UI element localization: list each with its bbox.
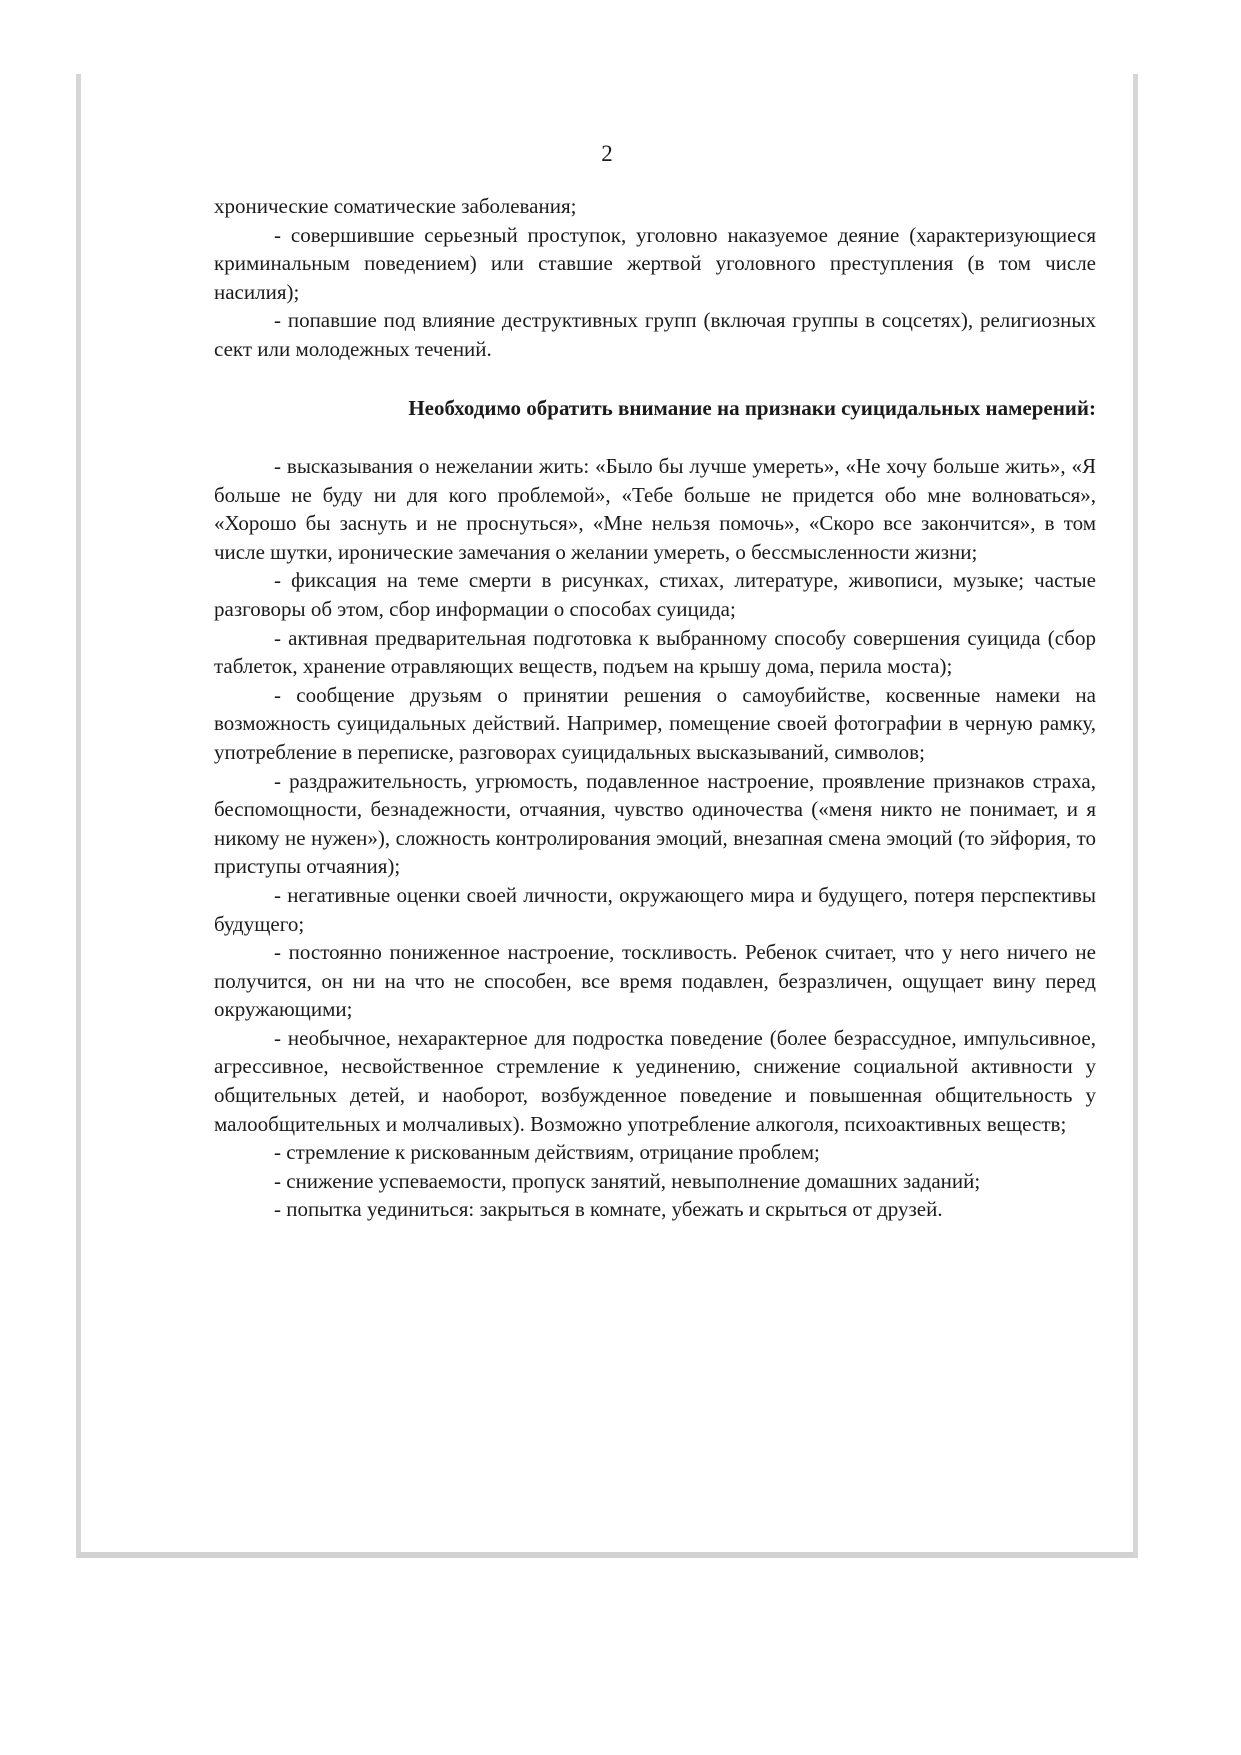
section-heading: Необходимо обратить внимание на признаки суицидальных намерений: bbox=[408, 396, 1096, 420]
intro-text-block bbox=[214, 192, 1096, 364]
paragraph: хронические соматические заболевания; bbox=[214, 194, 577, 218]
list-item: - необычное, нехарактерное для подростка поведение (более безрассудное, импульсивное, агрессивное, несвойственное стремление к уединению, снижение социальной активности у общительных детей, и наоборот, возбужденное поведение и повышенная общительность у малообщительных и молчаливых). Возможно употребление алкоголя, психоактивных веществ; bbox=[214, 1025, 1096, 1136]
list-item: - стремление к рискованным действиям, отрицание проблем; bbox=[274, 1140, 820, 1165]
page-number: 2 bbox=[601, 141, 613, 166]
list-item: - негативные оценки своей личности, окружающего мира и будущего, потеря перспективы будущего; bbox=[214, 882, 1096, 936]
list-item: - попытка уединиться: закрыться в комнате, убежать и скрыться от друзей. bbox=[274, 1197, 943, 1222]
list-item: - снижение успеваемости, пропуск занятий, невыполнение домашних заданий; bbox=[274, 1168, 981, 1193]
list-item: - фиксация на теме смерти в рисунках, стихах, литературе, живописи, музыке; частые разговоры об этом, сбор информации о способах суицида; bbox=[214, 568, 1096, 621]
list-item: - сообщение друзьям о принятии решения о самоубийстве, косвенные намеки на возможность суицидальных действий. Например, помещение своей фотографии в черную рамку, употребление в переписке, разговорах суицидальных высказываний, символов; bbox=[214, 682, 1096, 764]
list-item: - раздражительность, угрюмость, подавленное настроение, проявление признаков страха, беспомощности, безнадежности, отчаяния, чувство одиночества («меня никто не понимает, и я никому не нужен»), сложность контролирования эмоций, внезапная смена эмоций (то эйфория, то приступы отчаяния); bbox=[214, 768, 1096, 879]
list-item: - активная предварительная подготовка к выбранному способу совершения суицида (сбор таблеток, хранение отравляющих веществ, подъем на крышу дома, перила моста); bbox=[214, 625, 1096, 679]
signs-list bbox=[214, 452, 1096, 1224]
list-item: - высказывания о нежелании жить: «Было бы лучше умереть», «Не хочу больше жить», «Я больше не буду ни для кого проблемой», «Тебе больше не придется обо мне волноваться», «Хорошо бы заснуть и не проснуться», «Мне нельзя помочь», «Скоро все закончится», в том числе шутки, иронические замечания о желании умереть, о бессмысленности жизни; bbox=[214, 454, 1096, 564]
paragraph: - совершившие серьезный проступок, уголовно наказуемое деяние (характеризующиеся криминальным поведением) или ставшие жертвой уголовного преступления (в том числе насилия); bbox=[214, 222, 1096, 304]
paragraph: - попавшие под влияние деструктивных групп (включая группы в соцсетях), религиозных сект или молодежных течений. bbox=[214, 308, 1096, 361]
list-item: - постоянно пониженное настроение, тоскливость. Ребенок считает, что у него ничего не получится, он ни на что не способен, все время подавлен, безразличен, ощущает вину перед окружающими; bbox=[214, 940, 1096, 1022]
document-page bbox=[76, 74, 1138, 1558]
